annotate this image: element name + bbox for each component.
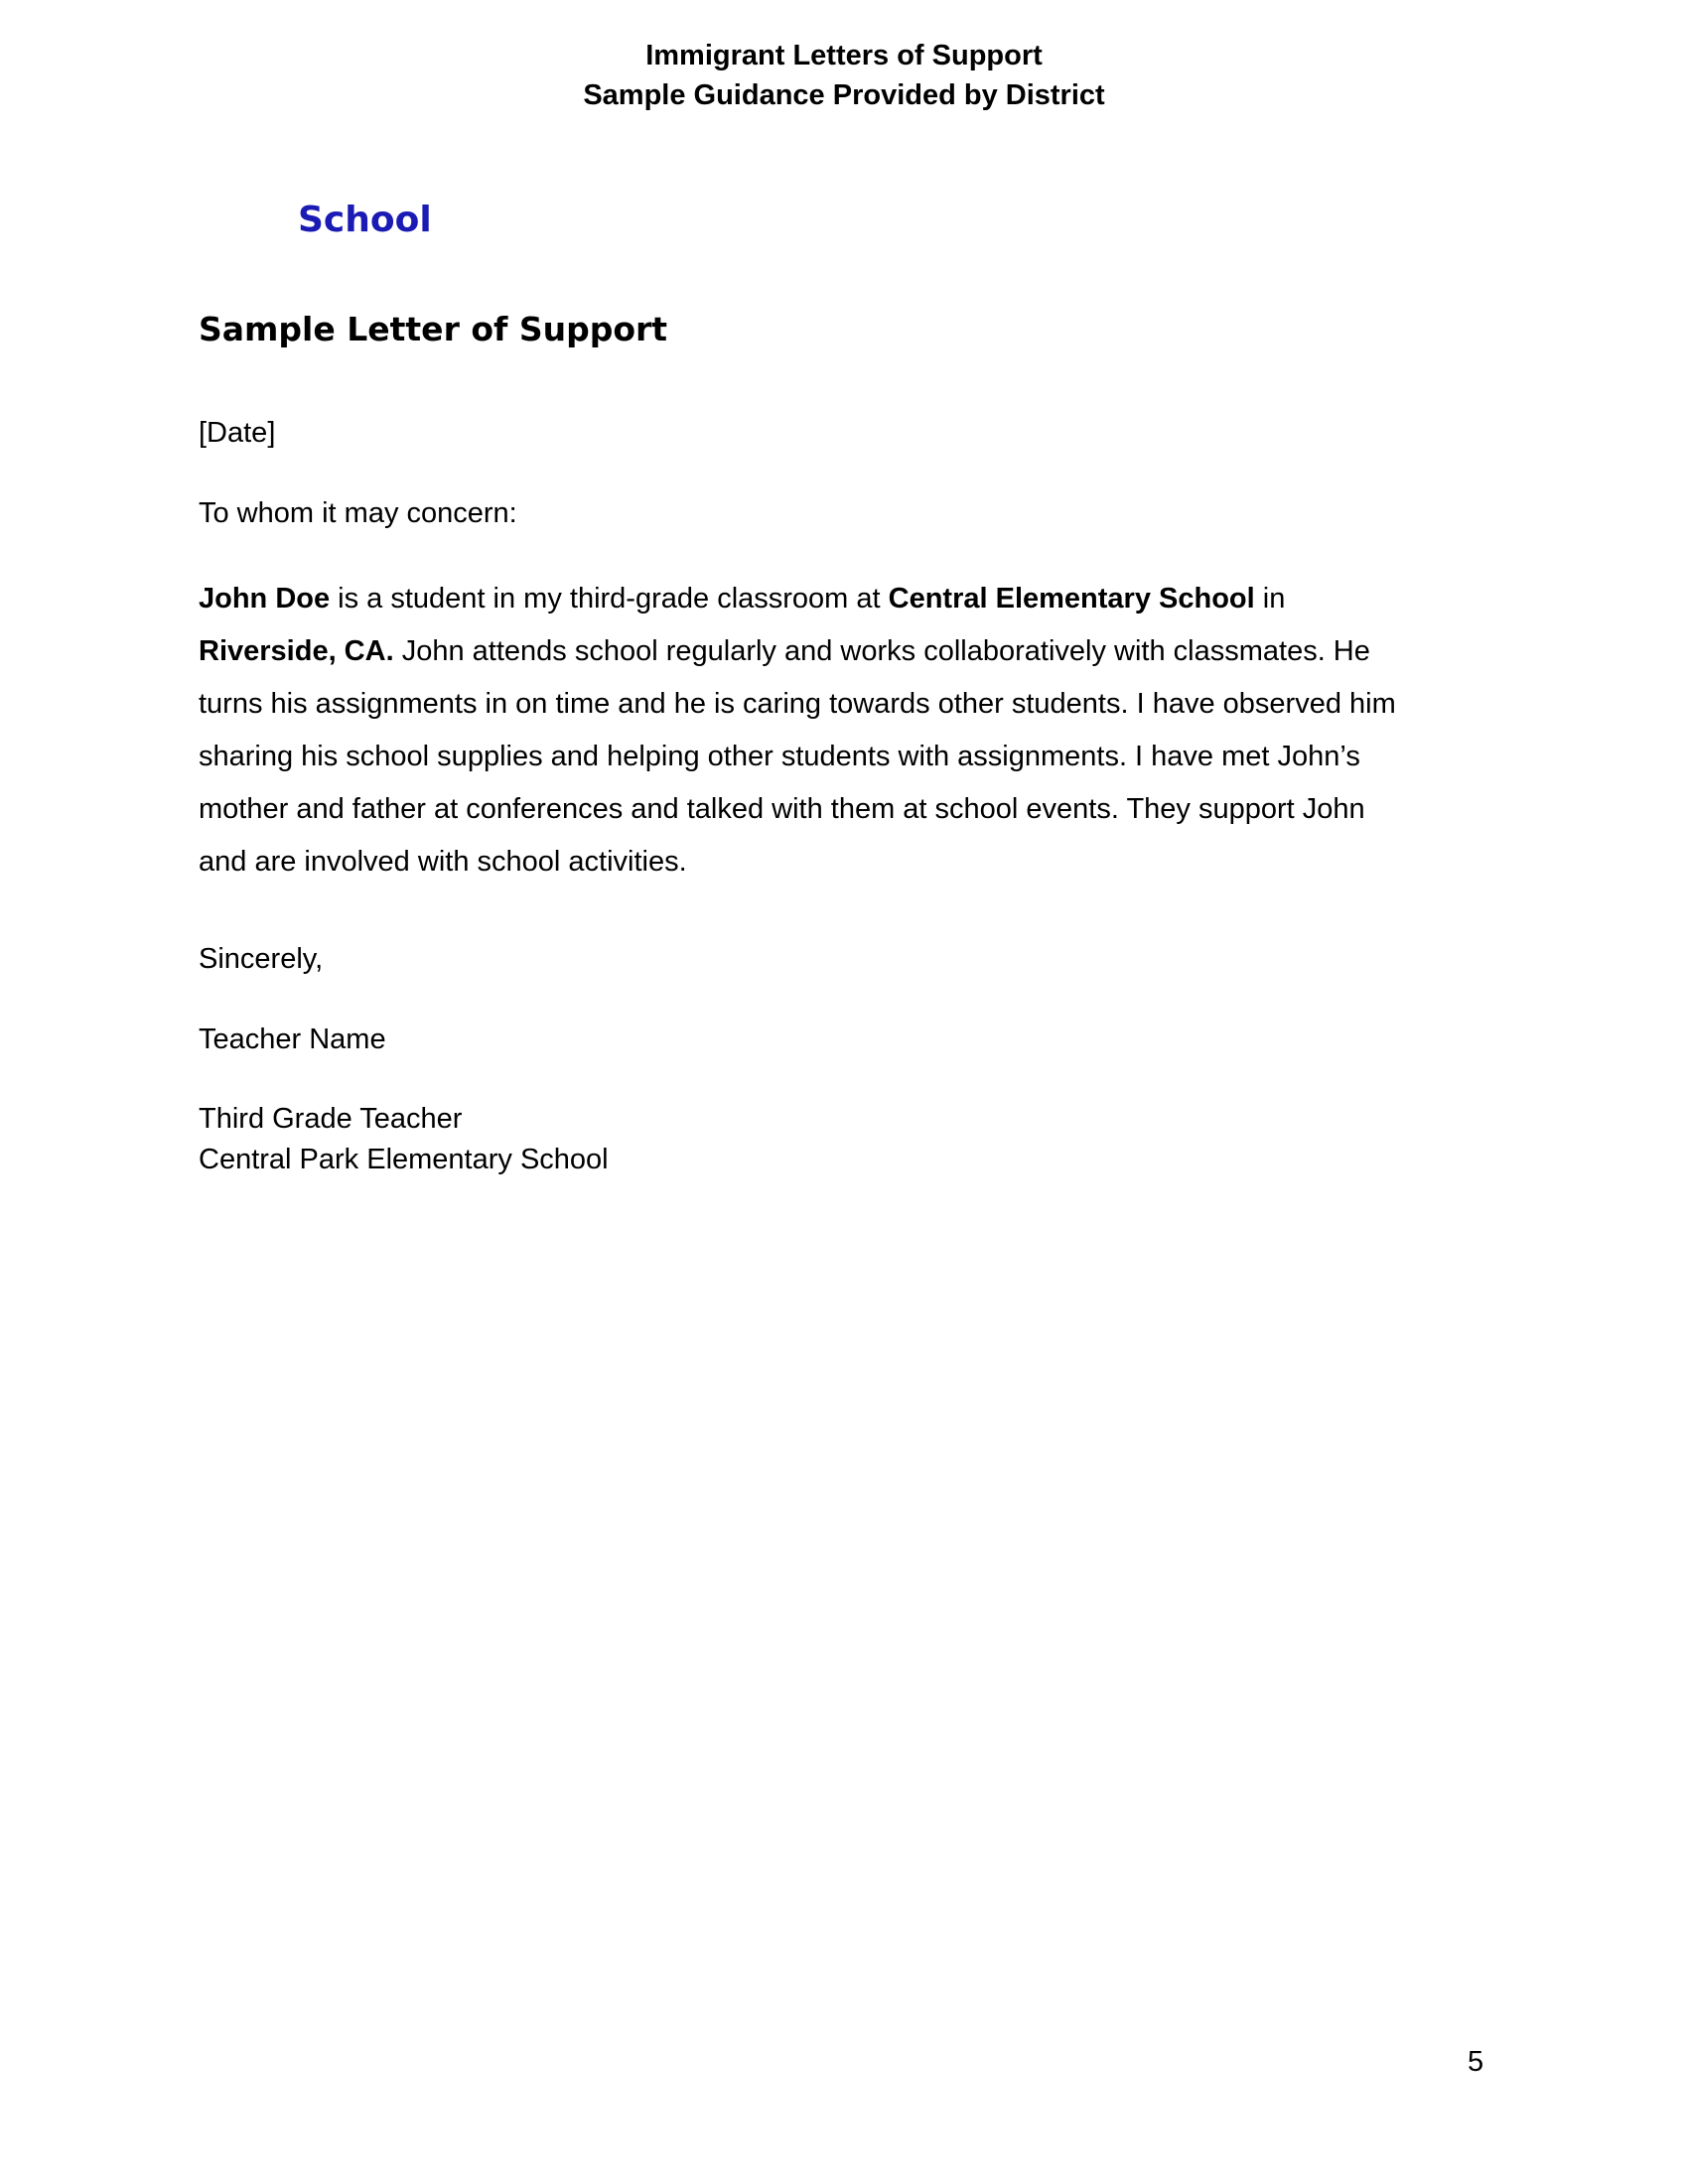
letter-date: [Date] xyxy=(199,417,276,449)
body-line-6: and are involved with school activities. xyxy=(199,846,687,878)
signature-block xyxy=(199,1099,609,1180)
signature-title: Third Grade Teacher xyxy=(199,1103,463,1135)
body-text-segment: is a student in my third-grade classroom at xyxy=(330,583,889,614)
body-line-4: sharing his school supplies and helping other students with assignments. I have met John’s xyxy=(199,741,1360,772)
school-name: Central Elementary School xyxy=(888,583,1255,614)
document-header xyxy=(0,36,1688,115)
header-title: Immigrant Letters of Support xyxy=(645,40,1043,71)
body-line-3: turns his assignments in on time and he is caring towards other students. I have observed him xyxy=(199,688,1396,720)
header-subtitle: Sample Guidance Provided by District xyxy=(583,79,1105,111)
signature-name: Teacher Name xyxy=(199,1024,386,1055)
body-text-segment: in xyxy=(1254,583,1286,614)
letter-body xyxy=(199,573,1489,888)
student-name: John Doe xyxy=(199,583,331,614)
letter-title: Sample Letter of Support xyxy=(199,310,668,348)
page-number: 5 xyxy=(1468,2046,1484,2078)
school-heading: School xyxy=(298,200,432,240)
body-text-segment: John attends school regularly and works collaboratively with classmates. He xyxy=(393,635,1370,667)
body-line-2 xyxy=(199,625,1489,678)
body-line-1 xyxy=(199,573,1489,625)
letter-closing: Sincerely, xyxy=(199,943,324,975)
letter-salutation: To whom it may concern: xyxy=(199,497,517,529)
location: Riverside, CA. xyxy=(199,635,394,667)
body-line-5: mother and father at conferences and talked with them at school events. They support John xyxy=(199,793,1365,825)
signature-school: Central Park Elementary School xyxy=(199,1144,609,1175)
